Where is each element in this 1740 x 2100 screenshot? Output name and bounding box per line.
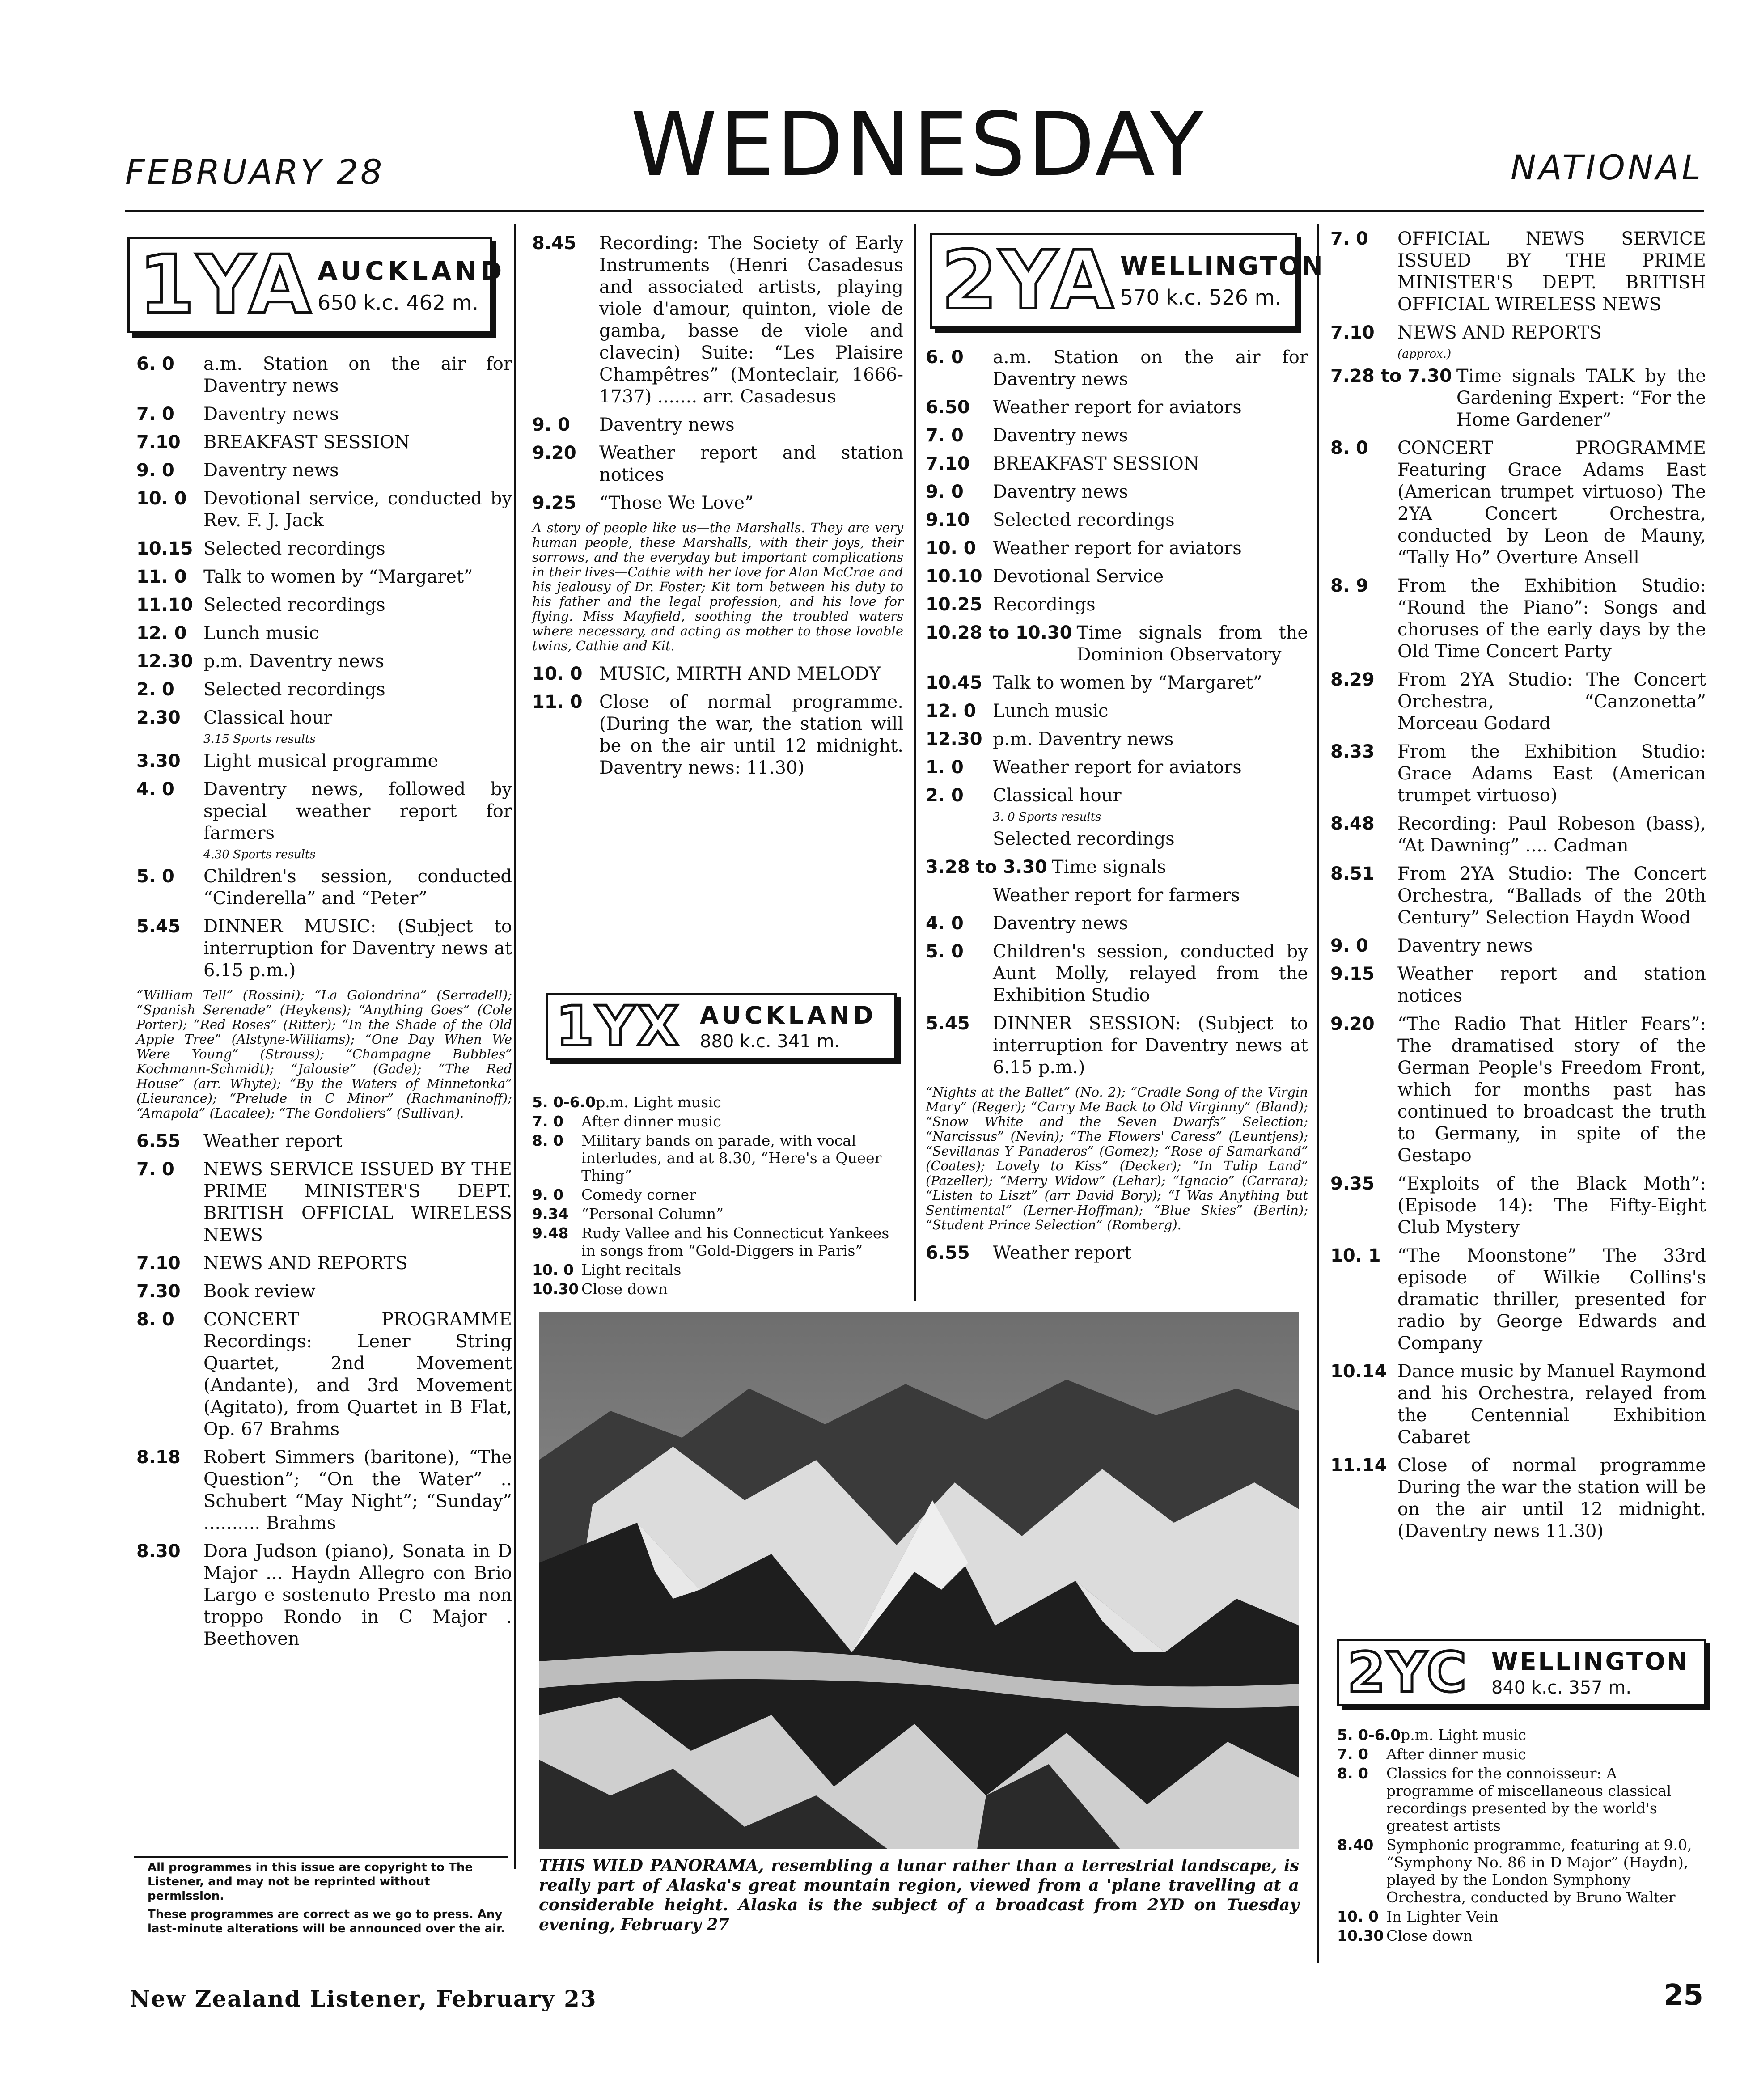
programme-item <box>1330 1245 1706 1355</box>
programme-item <box>926 672 1308 694</box>
programme-title: Devotional service, conducted by Rev. F. J. Jack <box>203 488 512 531</box>
programme-item <box>136 488 512 532</box>
programme-item <box>136 1253 512 1274</box>
programme-title: p.m. Light music <box>1401 1726 1527 1744</box>
programme-time: 2.30 <box>136 707 181 728</box>
programme-time: 7.10 <box>926 453 970 474</box>
programme-title: Selected recordings <box>203 538 385 559</box>
programme-item <box>136 916 512 982</box>
station-frequency: 650 k.c. 462 m. <box>318 290 479 315</box>
programme-subnote: 3. 0 Sports results <box>993 810 1101 824</box>
programme-time: 7. 0 <box>1330 229 1368 249</box>
programme-title: Recordings <box>993 594 1096 615</box>
programme-list-1ya <box>136 353 512 1656</box>
programme-title: After dinner music <box>581 1113 722 1130</box>
programme-item <box>926 856 1308 878</box>
programme-item <box>1330 1013 1706 1167</box>
programme-item <box>532 442 903 486</box>
programme-title: Daventry news <box>993 482 1128 502</box>
programme-item <box>926 785 1308 807</box>
programme-title: Time signals <box>1051 857 1166 877</box>
programme-time: 9.48 <box>532 1224 569 1242</box>
programme-title: Robert Simmers (baritone), “The Question”; “On the Water” .. Schubert “May Night”; “Sunday” .......... Brahms <box>203 1447 512 1533</box>
programme-item <box>926 700 1308 722</box>
programme-title: DINNER SESSION: (Subject to interruption for Daventry news at 6.15 p.m.) <box>993 1013 1308 1078</box>
programme-subnote: 3.15 Sports results <box>203 732 316 746</box>
programme-title: Time signals from the Dominion Observatory <box>1076 622 1308 665</box>
programme-time: 3.30 <box>136 751 181 771</box>
programme-item <box>136 707 512 729</box>
programme-title: From the Exhibition Studio: Grace Adams East (American trumpet virtuoso) <box>1397 741 1706 806</box>
programme-time <box>926 885 993 906</box>
station-frequency: 840 k.c. 357 m. <box>1491 1677 1632 1698</box>
programme-title: Daventry news <box>203 404 339 424</box>
programme-time: 1. 0 <box>926 757 964 778</box>
programme-title: p.m. Light music <box>596 1093 722 1111</box>
programme-time: 9. 0 <box>1330 936 1368 956</box>
programme-item <box>1330 1361 1706 1448</box>
programme-time: 7.10 <box>136 1253 181 1274</box>
programme-item <box>926 397 1308 419</box>
programme-item <box>136 679 512 701</box>
programme-time: 9.10 <box>926 510 970 530</box>
programme-item <box>1337 1908 1708 1925</box>
programme-item <box>532 1093 903 1111</box>
programme-item <box>926 594 1308 616</box>
programme-title: MUSIC, MIRTH AND MELODY <box>599 664 881 684</box>
programme-time: 6. 0 <box>926 347 964 368</box>
programme-item <box>136 1281 512 1303</box>
programme-item <box>532 691 903 779</box>
programme-item <box>532 663 903 685</box>
notes-rule <box>134 1856 508 1858</box>
programme-item <box>1330 669 1706 735</box>
programme-item <box>1330 437 1706 569</box>
programme-item <box>926 622 1308 666</box>
programme-title: p.m. Daventry news <box>203 651 385 672</box>
programme-time: 7. 0 <box>926 425 964 446</box>
programme-synopsis: A story of people like us—the Marshalls. They are very human people, these Marshalls, with their joys, their sorrows, and the everyday but important complications in their lives—Cathie with her love for Alan McCrae and his jealousy of Dr. Foster; Kit torn between his duty to his father and the legal profession, and his love for flying. Miss Mayfield, soothing the troubled waters where necessary, and acting as mother to those lovable twins, Cathie and Kit. <box>532 520 903 653</box>
station-call-sign: 2YC <box>1347 1641 1469 1704</box>
programme-title: Talk to women by “Margaret” <box>993 673 1262 693</box>
programme-item <box>532 1132 903 1184</box>
programme-item <box>1337 1745 1708 1763</box>
programme-title: Weather report for aviators <box>993 397 1242 418</box>
programme-title: Weather report for aviators <box>993 757 1242 778</box>
column-divider <box>914 224 916 1301</box>
programme-time: 8.33 <box>1330 741 1375 762</box>
programme-item <box>532 1280 903 1298</box>
programme-time: 10.45 <box>926 673 982 693</box>
programme-title: After dinner music <box>1386 1745 1527 1763</box>
station-call-sign: 1YA <box>139 238 313 332</box>
programme-item <box>926 757 1308 779</box>
header-rule <box>125 210 1704 212</box>
programme-time: 11.14 <box>1330 1455 1387 1476</box>
programme-title: BREAKFAST SESSION <box>203 432 410 453</box>
programme-item <box>532 1113 903 1130</box>
programme-time: 10. 1 <box>1330 1245 1381 1266</box>
programme-title: Time signals TALK by the Gardening Expert: “For the Home Gardener” <box>1456 366 1706 430</box>
programme-item <box>1330 863 1706 929</box>
programme-item <box>532 1261 903 1279</box>
programme-item <box>136 1130 512 1152</box>
programme-time: 4. 0 <box>926 913 964 934</box>
station-box-1ya <box>127 237 506 333</box>
programme-item <box>1330 935 1706 957</box>
programme-title: Weather report and station notices <box>599 443 903 485</box>
programme-item <box>926 347 1308 390</box>
programme-time: 9.15 <box>1330 964 1375 984</box>
programme-title: NEWS AND REPORTS <box>1397 322 1602 343</box>
programme-item <box>1337 1765 1708 1834</box>
programme-title: NEWS AND REPORTS <box>203 1253 408 1274</box>
programme-item <box>136 566 512 588</box>
programme-title: Classical hour <box>203 707 332 728</box>
programme-item <box>136 651 512 673</box>
programme-time: 9. 0 <box>532 415 570 435</box>
programme-title: Symphonic programme, featuring at 9.0, “Symphony No. 86 in D Major” (Haydn), played by the London Symphony Orchestra, conducted by Bruno Walter <box>1386 1836 1692 1906</box>
programme-title: Daventry news <box>1397 936 1533 956</box>
programme-title: Daventry news <box>599 415 735 435</box>
programme-time <box>926 828 993 850</box>
station-box-1yx <box>546 993 897 1060</box>
programme-time: 9.20 <box>1330 1014 1375 1034</box>
publication-footer: New Zealand Listener, February 23 <box>130 1986 597 2012</box>
programme-title: “Exploits of the Black Moth”: (Episode 14): The Fifty-Eight Club Mystery <box>1397 1173 1706 1238</box>
station-frequency: 880 k.c. 341 m. <box>700 1031 840 1052</box>
programme-time: 10.10 <box>926 566 982 587</box>
station-city: WELLINGTON <box>1120 252 1325 281</box>
programme-item <box>1330 322 1706 344</box>
programme-item <box>136 432 512 453</box>
programme-title: Daventry news <box>203 460 339 481</box>
programme-title: Book review <box>203 1281 316 1302</box>
programme-title: Recording: The Society of Early Instruments (Henri Casadesus and associated artists, playing viole d'amour, quinton, viole de gamba, basse de viole and clavecin) Suite: “Les Plaisire Champêtres” (Monteclair, 1666-1737) ....... arr. Casadesus <box>599 233 903 407</box>
programme-list-1ya-evening <box>532 233 903 785</box>
programme-time: 9.25 <box>532 493 576 513</box>
programme-time: 5. 0 <box>926 941 964 962</box>
programme-time: 7.10 <box>136 432 181 453</box>
station-call-sign: 2YA <box>941 233 1116 327</box>
station-box-2ya <box>930 233 1325 329</box>
programme-time: 8. 0 <box>1330 438 1368 458</box>
day-heading: WEDNESDAY <box>631 94 1206 196</box>
programme-item <box>926 941 1308 1007</box>
programme-title: Children's session, conducted “Cinderella” and “Peter” <box>203 866 512 909</box>
programme-time: 8.40 <box>1337 1836 1374 1854</box>
programme-time: 9.20 <box>532 443 576 463</box>
programme-time: 5.45 <box>926 1013 970 1034</box>
programme-item <box>1330 575 1706 663</box>
dinner-music-list: “William Tell” (Rossini); “La Golondrina” (Serradell); “Spanish Serenade” (Heykens); “Anything Goes” (Cole Porter); “Red Roses” (Ritter); “In the Shade of the Old Apple Tree” (Alstyne-Williams); “One Day When We Were Young” (Strauss); “Champagne Bubbles” Kochmann-Schmidt); “Jalousie” (Gade); “The Red House” (arr. Whyte); “By the Waters of Minnetonka” (Lieurance); “Prelude in C Minor” (Rachmaninoff); “Amapola” (Lacalee); “The Gondoliers” (Sullivan). <box>136 987 512 1121</box>
programme-item <box>926 425 1308 447</box>
programme-item <box>926 538 1308 559</box>
programme-item <box>136 1159 512 1246</box>
programme-time: 9. 0 <box>532 1186 563 1203</box>
programme-title: Lunch music <box>993 701 1109 721</box>
programme-item <box>1330 228 1706 316</box>
programme-item <box>1330 741 1706 807</box>
programme-title: Weather report and station notices <box>1397 964 1706 1006</box>
programme-time: 2. 0 <box>926 785 964 806</box>
programme-title: From the Exhibition Studio: “Round the Piano”: Songs and choruses of the early days by the Old Time Concert Party <box>1397 576 1706 662</box>
programme-time: 8. 0 <box>532 1132 563 1149</box>
column-divider <box>514 224 516 1869</box>
station-box-2yc <box>1337 1639 1706 1706</box>
programme-time: 7. 0 <box>136 404 174 424</box>
programme-time: 10. 0 <box>926 538 976 559</box>
programme-subnote: (approx.) <box>1397 347 1452 361</box>
programme-time: 10. 0 <box>532 664 583 684</box>
station-call-sign: 1YX <box>556 995 681 1058</box>
programme-title: Close of normal programme During the war the station will be on the air until 12 midnight. (Daventry news 11.30) <box>1397 1455 1706 1541</box>
programme-time: 3.28 to 3.30 <box>926 857 1047 877</box>
programme-item <box>926 509 1308 531</box>
programme-time: 8.51 <box>1330 864 1375 884</box>
programme-item <box>136 1447 512 1534</box>
programme-time: 5. 0-6.0 <box>1337 1726 1401 1744</box>
programme-time: 10.28 to 10.30 <box>926 622 1072 643</box>
programme-item <box>532 414 903 436</box>
programme-item <box>532 1205 903 1223</box>
programme-title: DINNER MUSIC: (Subject to interruption for Daventry news at 6.15 p.m.) <box>203 916 512 981</box>
programme-time: 2. 0 <box>136 679 174 700</box>
programme-time: 11. 0 <box>532 692 583 712</box>
programme-time: 12. 0 <box>136 623 187 644</box>
programme-title: Selected recordings <box>993 510 1175 530</box>
programme-item <box>136 460 512 482</box>
programme-item <box>136 353 512 397</box>
programme-title: Selected recordings <box>203 595 385 615</box>
programme-title: NEWS SERVICE ISSUED BY THE PRIME MINISTER'S DEPT. BRITISH OFFICIAL WIRELESS NEWS <box>203 1159 512 1245</box>
station-frequency: 570 k.c. 526 m. <box>1120 285 1282 309</box>
programme-time: 8.48 <box>1330 813 1375 834</box>
programme-item <box>136 403 512 425</box>
programme-item <box>136 779 512 844</box>
programme-time: 10. 0 <box>1337 1908 1379 1925</box>
programme-time: 6.55 <box>926 1243 970 1263</box>
programme-item <box>1337 1927 1708 1944</box>
programme-time: 7. 0 <box>136 1159 174 1180</box>
programme-item <box>532 1224 903 1259</box>
programme-item <box>136 1309 512 1440</box>
programme-time: 8.18 <box>136 1447 181 1468</box>
programme-title: Close down <box>581 1280 668 1298</box>
programme-title: Daventry news <box>993 425 1128 446</box>
programme-time: 7.28 to 7.30 <box>1330 366 1452 386</box>
programme-time: 5.45 <box>136 916 181 937</box>
programme-item <box>532 492 903 514</box>
programme-time: 12.30 <box>926 729 982 749</box>
programme-item <box>926 453 1308 475</box>
programme-item <box>136 622 512 644</box>
programme-title: “Those We Love” <box>599 493 754 513</box>
programme-time: 8.45 <box>532 233 576 254</box>
programme-title: Recording: Paul Robeson (bass), “At Dawning” .... Cadman <box>1397 813 1706 856</box>
programme-list-2yc <box>1337 1726 1708 1946</box>
programme-title: OFFICIAL NEWS SERVICE ISSUED BY THE PRIME MINISTER'S DEPT. BRITISH OFFICIAL WIRELESS NEWS <box>1397 229 1706 315</box>
programme-title: Weather report <box>203 1131 343 1152</box>
programme-title: From 2YA Studio: The Concert Orchestra, “Ballads of the 20th Century” Selection Haydn Wood <box>1397 864 1706 928</box>
programme-item <box>1330 813 1706 857</box>
programme-time: 10.30 <box>532 1280 579 1298</box>
programme-item <box>926 913 1308 935</box>
programme-time: 8. 0 <box>136 1309 174 1330</box>
alaska-mountain-photo <box>539 1312 1299 1849</box>
programme-time: 10.14 <box>1330 1361 1387 1382</box>
programme-title: Devotional Service <box>993 566 1164 587</box>
station-city: WELLINGTON <box>1491 1647 1689 1676</box>
programme-item <box>1330 963 1706 1007</box>
page-number: 25 <box>1663 1979 1703 2012</box>
programme-time: 5. 0-6.0 <box>532 1093 596 1111</box>
programme-title: Light musical programme <box>203 751 439 771</box>
programme-item <box>926 828 1308 850</box>
programme-item <box>136 866 512 910</box>
programme-item <box>136 1541 512 1650</box>
programme-item <box>926 566 1308 588</box>
programme-time: 6. 0 <box>136 354 174 374</box>
programme-time: 8.30 <box>136 1541 181 1562</box>
programme-time: 9.34 <box>532 1205 569 1223</box>
programme-time: 11. 0 <box>136 567 187 587</box>
programme-title: Close down <box>1386 1927 1473 1944</box>
station-city: AUCKLAND <box>318 255 506 286</box>
programme-time: 10. 0 <box>136 488 187 509</box>
programme-title: Light recitals <box>581 1261 682 1279</box>
programme-title: p.m. Daventry news <box>993 729 1174 749</box>
programme-title: Daventry news <box>993 913 1128 934</box>
programme-time: 8. 0 <box>1337 1765 1368 1782</box>
programme-item <box>926 728 1308 750</box>
programme-title: Dance music by Manuel Raymond and his Orchestra, relayed from the Centennial Exhibition Cabaret <box>1397 1361 1706 1448</box>
programme-time: 10.25 <box>926 594 982 615</box>
programme-title: Military bands on parade, with vocal interludes, and at 8.30, “Here's a Queer Thing” <box>581 1132 882 1184</box>
programme-title: Talk to women by “Margaret” <box>203 567 473 587</box>
programme-title: Classical hour <box>993 785 1122 806</box>
programme-item <box>1337 1836 1708 1906</box>
programme-list-1yx <box>532 1093 903 1300</box>
programme-time: 9. 0 <box>136 460 174 481</box>
programme-time: 12.30 <box>136 651 193 672</box>
programme-title: Weather report for farmers <box>993 885 1240 906</box>
mountain-panorama-image <box>539 1312 1299 1849</box>
programme-time: 11.10 <box>136 595 193 615</box>
programme-item <box>136 538 512 560</box>
programme-title: “The Moonstone” The 33rd episode of Wilkie Collins's dramatic thriller, presented for radio by George Edwards and Company <box>1397 1245 1706 1354</box>
programme-title: Dora Judson (piano), Sonata in D Major ... Haydn Allegro con Brio Largo e sostenuto Presto ma non troppo Rondo in C Major . Beethoven <box>203 1541 512 1649</box>
programme-title: a.m. Station on the air for Daventry news <box>203 354 512 396</box>
programme-time: 10.30 <box>1337 1927 1384 1944</box>
photo-caption: THIS WILD PANORAMA, resembling a lunar rather than a terrestrial landscape, is really part of Alaska's great mountain region, viewed from a 'plane travelling at a considerable height. Alaska is the subject of a broadcast from 2YD on Tuesday evening, February 27 <box>539 1856 1299 1934</box>
column-divider <box>1317 224 1319 1963</box>
programme-list-2ya-evening <box>1330 228 1706 1549</box>
programme-item <box>1330 1173 1706 1239</box>
programme-list-2ya <box>926 347 1308 1270</box>
programme-title: “Personal Column” <box>581 1205 724 1223</box>
programme-time: 8.29 <box>1330 669 1375 690</box>
programme-subnote: 4.30 Sports results <box>203 848 316 861</box>
programme-time: 7. 0 <box>532 1113 563 1130</box>
network-label: NATIONAL <box>1510 148 1703 187</box>
programme-title: Weather report <box>993 1243 1132 1263</box>
alterations-note: These programmes are correct as we go to press. Any last-minute alterations will be announced over the air. <box>148 1908 505 1935</box>
programme-item <box>926 1013 1308 1079</box>
programme-item <box>532 233 903 408</box>
programme-title: Rudy Vallee and his Connecticut Yankees in songs from “Gold-Diggers in Paris” <box>581 1224 889 1259</box>
programme-time: 9.35 <box>1330 1173 1375 1194</box>
programme-title: Selected recordings <box>203 679 385 700</box>
programme-title: Lunch music <box>203 623 319 644</box>
programme-title: Close of normal programme. (During the war, the station will be on the air until 12 midnight. Daventry news: 11.30) <box>599 692 903 778</box>
copyright-note: All programmes in this issue are copyright to The Listener, and may not be reprinted without permission. <box>148 1861 473 1903</box>
programme-time: 7.10 <box>1330 322 1375 343</box>
dinner-music-list: “Nights at the Ballet” (No. 2); “Cradle Song of the Virgin Mary” (Reger); “Carry Me Back to Old Virginny” (Bland); “Snow White and the Seven Dwarfs” Selection; “Narcissus” (Nevin); “The Flowers' Caress” (Leuntjens); “Sevillanas Y Panaderos” (Gomez); “Rose of Samarkand” (Coates); Lovely to Kiss” (Decker); “In Tulip Land” (Pazeller); “Merry Widow” (Lehar); “Ignacio” (Carrara); “Listen to Liszt” (arr David Bory); “I Was Anything but Sentimental” (Lerner-Hoffman); “Blue Skies” (Berlin); “Student Prince Selection” (Romberg). <box>926 1084 1308 1232</box>
programme-title: Selected recordings <box>993 829 1175 849</box>
programme-title: “The Radio That Hitler Fears”: The dramatised story of the German People's Freedom Front, which for months past has continued to broadcast the truth to Germany, in spite of the Gestapo <box>1397 1014 1706 1166</box>
programme-item <box>1337 1726 1708 1744</box>
programme-title: CONCERT PROGRAMME Recordings: Lener String Quartet, 2nd Movement (Andante), and 3rd Movement (Agitato), from Quartet in B Flat, Op. 67 Brahms <box>203 1309 512 1440</box>
programme-item <box>926 1242 1308 1264</box>
programme-time: 6.50 <box>926 397 970 418</box>
programme-title: CONCERT PROGRAMME Featuring Grace Adams East (American trumpet virtuoso) The 2YA Concert Orchestra, conducted by Leon de Mauny, “Tally Ho” Overture Ansell <box>1397 438 1706 568</box>
programme-title: a.m. Station on the air for Daventry news <box>993 347 1308 390</box>
programme-time: 8. 9 <box>1330 576 1368 596</box>
programme-time: 5. 0 <box>136 866 174 887</box>
programme-item <box>1330 1455 1706 1542</box>
programme-item <box>532 1186 903 1203</box>
programme-time: 12. 0 <box>926 701 976 721</box>
programme-time: 7. 0 <box>1337 1745 1368 1763</box>
issue-date: FEBRUARY 28 <box>125 152 385 192</box>
programme-time: 4. 0 <box>136 779 174 800</box>
programme-title: In Lighter Vein <box>1386 1908 1499 1925</box>
station-city: AUCKLAND <box>700 1001 877 1029</box>
programme-time: 10.15 <box>136 538 193 559</box>
programme-item <box>136 750 512 772</box>
programme-time: 10. 0 <box>532 1261 574 1279</box>
programme-item <box>1330 365 1706 431</box>
programme-title: Comedy corner <box>581 1186 696 1203</box>
programme-title: Daventry news, followed by special weather report for farmers <box>203 779 512 843</box>
programme-time: 6.55 <box>136 1131 181 1152</box>
programme-title: Children's session, conducted by Aunt Molly, relayed from the Exhibition Studio <box>993 941 1308 1006</box>
programme-time: 7.30 <box>136 1281 181 1302</box>
programme-title: Weather report for aviators <box>993 538 1242 559</box>
programme-item <box>926 885 1308 906</box>
programme-time: 9. 0 <box>926 482 964 502</box>
programme-title: BREAKFAST SESSION <box>993 453 1199 474</box>
programme-item <box>926 481 1308 503</box>
programme-item <box>136 594 512 616</box>
programme-title: From 2YA Studio: The Concert Orchestra, “Canzonetta” Morceau Godard <box>1397 669 1706 734</box>
programme-title: Classics for the connoisseur: A programme of miscellaneous classical recordings presented by the world's greatest artists <box>1386 1765 1672 1834</box>
